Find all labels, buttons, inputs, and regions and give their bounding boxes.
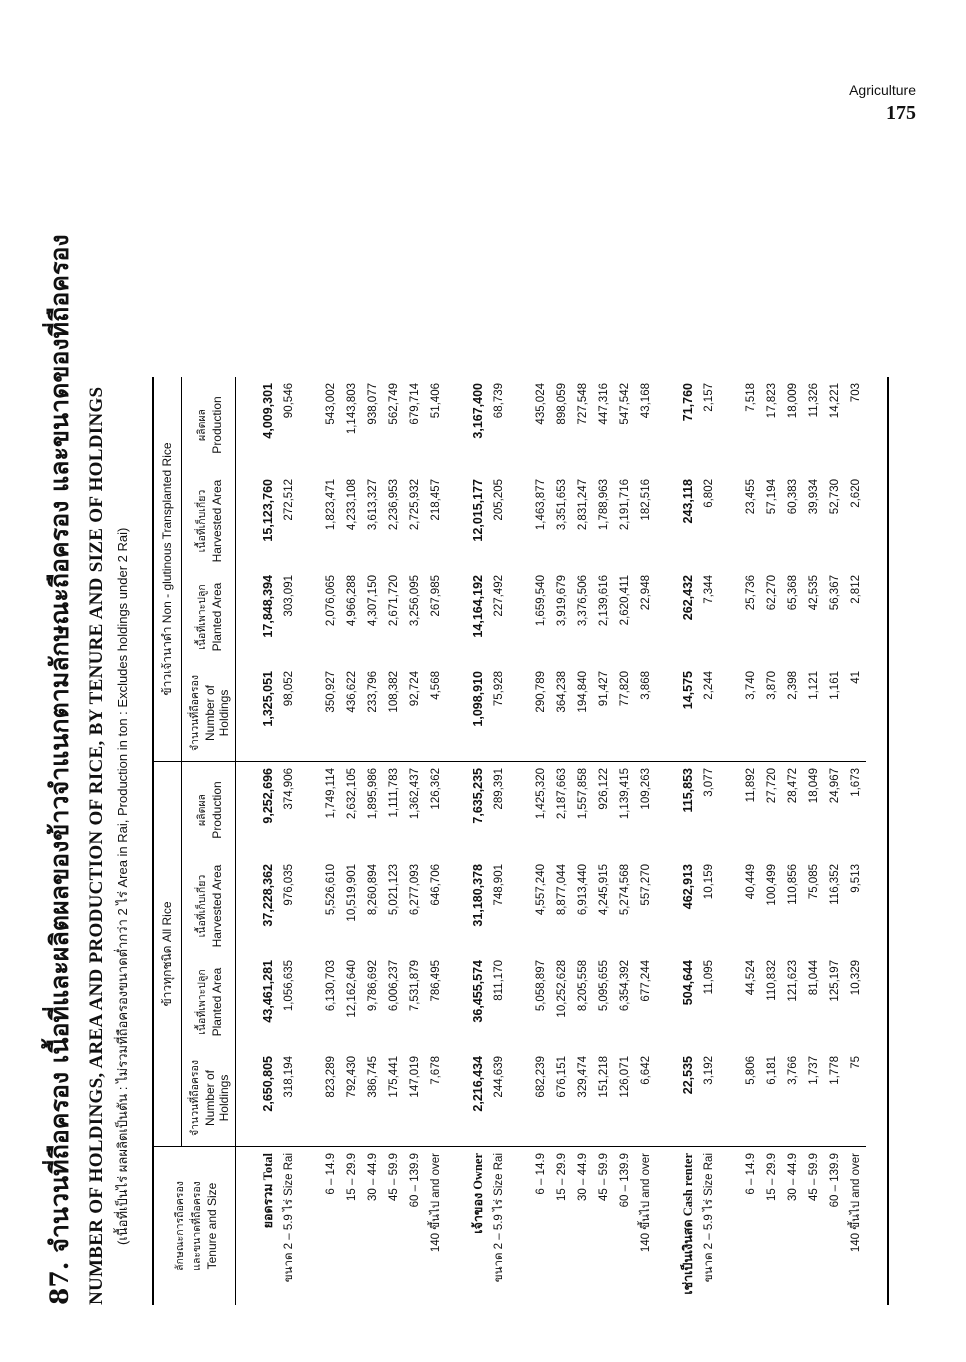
table-cell: 3,766 [782, 1050, 803, 1147]
table-cell: 6,913,440 [576, 864, 589, 916]
table-cell: 504,644 [680, 960, 695, 1006]
table-row [467, 377, 488, 1305]
table-cell: 39,934 [807, 479, 820, 515]
table-cell: 4,009,301 [260, 383, 275, 439]
table-cell: 4,245,915 [597, 864, 610, 916]
table-cell: 115,853 [680, 768, 695, 813]
table-cell: 447,316 [597, 383, 610, 425]
table-row [698, 377, 719, 1305]
table-cell: 272,512 [282, 479, 295, 521]
table-cell: 75 [845, 1050, 866, 1147]
table-cell: 1,659,540 [534, 575, 547, 627]
page-header [849, 82, 916, 125]
table-cell: 676,151 [551, 1050, 572, 1147]
table-cell: 25,736 [744, 575, 757, 611]
table-cell: 12,015,177 [470, 479, 485, 542]
table-cell: 8,205,558 [576, 960, 589, 1012]
table-cell: 68,739 [492, 383, 505, 419]
table-cell: 56,367 [828, 575, 841, 611]
table-cell: 41 [845, 665, 866, 762]
spacer-row [446, 377, 467, 1305]
table-cell: 303,091 [282, 575, 295, 617]
table-cell: 121,623 [786, 960, 799, 1002]
table-cell: 90,546 [282, 383, 295, 419]
table-cell: 364,238 [551, 665, 572, 762]
row-label: 15 – 29.9 [765, 1153, 778, 1201]
table-cell: 1,737 [803, 1050, 824, 1147]
title-note: (เนื้อที่เป็นไร่ ผลผลิตเป็นตัน : ไม่รวมที่ถือครองขนาดต่ำกว่า 2 ไร่ Area in Rai, Production in ton : Excludes holdings under 2 Rai) [115, 527, 130, 1245]
page-number: 175 [886, 102, 916, 124]
table-row [488, 377, 509, 1305]
table-cell: 116,352 [828, 864, 841, 905]
table-cell: 703 [849, 383, 862, 403]
table-row [572, 377, 593, 1305]
table-cell: 1,325,051 [257, 665, 278, 762]
table-row [257, 377, 278, 1305]
table-cell: 748,901 [492, 864, 505, 906]
table-cell: 205,205 [492, 479, 505, 521]
table-cell: 2,139,616 [597, 575, 610, 627]
table-cell: 6,277,093 [408, 864, 421, 916]
column-header: เนื้อที่เพาะปลูก Planted Area [182, 954, 236, 1050]
row-label: 6 – 14.9 [324, 1153, 337, 1195]
table-cell: 792,430 [341, 1050, 362, 1147]
table-cell: 3,740 [740, 665, 761, 762]
table-cell: 182,516 [639, 479, 652, 521]
table-row [803, 377, 824, 1305]
table-cell: 4,307,150 [366, 575, 379, 627]
table-cell: 2,187,663 [555, 768, 568, 820]
table-cell: 3,351,653 [555, 479, 568, 531]
table-row [404, 377, 425, 1305]
table-cell: 77,820 [614, 665, 635, 762]
table-cell: 2,620,411 [618, 575, 631, 626]
table-cell: 6,130,703 [324, 960, 337, 1012]
table-cell: 374,906 [282, 768, 295, 810]
table-cell: 1,823,471 [324, 479, 337, 531]
spacer-row [656, 377, 677, 1305]
table-cell: 5,806 [740, 1050, 761, 1147]
row-label: 60 – 139.9 [828, 1153, 841, 1208]
table-cell: 7,531,879 [408, 960, 421, 1012]
table-cell: 5,058,897 [534, 960, 547, 1012]
table-cell: 7,518 [744, 383, 757, 412]
table-cell: 976,035 [282, 864, 295, 906]
row-label: 140 ขึ้นไป and over [429, 1153, 442, 1253]
column-header: ผลิตผล Production [182, 377, 236, 473]
table-cell: 108,382 [383, 665, 404, 762]
table-row [782, 377, 803, 1305]
table-cell: 267,985 [429, 575, 442, 617]
table-cell: 1,098,910 [467, 665, 488, 762]
table-cell: 243,118 [680, 479, 695, 524]
table-cell: 811,170 [492, 960, 505, 1001]
table-cell: 926,122 [597, 768, 610, 810]
row-label: ขนาด 2 – 5.9 ไร่ Size Rai [282, 1153, 295, 1283]
table-cell: 5,021,123 [387, 864, 400, 916]
first-col-header: ลักษณะการถือครอง และขนาดที่ถือครอง Tenure and Size [153, 1147, 236, 1306]
table-cell: 17,823 [765, 383, 778, 419]
spacer-row [236, 377, 258, 1305]
spacer-row [509, 377, 530, 1305]
table-cell: 350,927 [320, 665, 341, 762]
table-cell: 43,168 [639, 383, 652, 419]
table-cell: 18,009 [786, 383, 799, 419]
table-cell: 14,221 [828, 383, 841, 419]
table-cell: 10,159 [702, 864, 715, 900]
table-cell: 329,474 [572, 1050, 593, 1147]
row-label: 30 – 44.9 [786, 1153, 799, 1201]
table-cell: 786,495 [429, 960, 442, 1002]
table-cell: 7,635,235 [470, 768, 485, 824]
table-cell: 5,274,568 [618, 864, 631, 916]
table-cell: 2,216,434 [467, 1050, 488, 1147]
table-cell: 5,526,610 [324, 864, 337, 916]
row-label: 15 – 29.9 [345, 1153, 358, 1201]
table-cell: 11,326 [807, 383, 820, 418]
table-cell: 4,233,108 [345, 479, 358, 531]
table-cell: 1,121 [803, 665, 824, 762]
table-cell: 3,868 [635, 665, 656, 762]
table-cell: 6,354,392 [618, 960, 631, 1012]
table-cell: 1,362,437 [408, 768, 421, 820]
table-cell: 23,455 [744, 479, 757, 515]
table-cell: 547,542 [618, 383, 631, 425]
table-cell: 92,724 [404, 665, 425, 762]
table-cell: 1,749,114 [324, 768, 337, 819]
row-label: 140 ขึ้นไป and over [849, 1153, 862, 1253]
group-header-transplanted-rice: ข้าวเจ้านาดำ Non - glutinous Transplanted Rice [153, 377, 182, 762]
table-cell: 91,427 [593, 665, 614, 762]
table-cell: 1,788,963 [597, 479, 610, 531]
table-cell: 1,111,783 [387, 768, 400, 818]
table-cell: 151,218 [593, 1050, 614, 1147]
table-cell: 31,180,378 [470, 864, 485, 927]
table-cell: 898,059 [555, 383, 568, 425]
table-row [824, 377, 845, 1305]
table-cell: 110,856 [786, 864, 799, 905]
table-cell: 1,463,877 [534, 479, 547, 531]
row-label: 6 – 14.9 [534, 1153, 547, 1195]
table-row [362, 377, 383, 1305]
row-label: 60 – 139.9 [408, 1153, 421, 1208]
table-cell: 938,077 [366, 383, 379, 425]
table-cell: 289,391 [492, 768, 505, 810]
row-label: 45 – 59.9 [597, 1153, 610, 1201]
bottom-rule [866, 377, 888, 1305]
table-cell: 100,499 [765, 864, 778, 906]
spacer-row [299, 377, 320, 1305]
row-label: 60 – 139.9 [618, 1153, 631, 1208]
column-header: เนื้อที่เพาะปลูก Planted Area [182, 569, 236, 665]
row-label: 30 – 44.9 [366, 1153, 379, 1201]
table-cell: 218,457 [429, 479, 442, 521]
table-cell: 6,181 [761, 1050, 782, 1147]
table-cell: 1,557,858 [576, 768, 589, 820]
table-cell: 147,019 [404, 1050, 425, 1147]
table-cell: 436,622 [341, 665, 362, 762]
table-cell: 4,568 [425, 665, 446, 762]
table-cell: 1,143,803 [345, 383, 358, 435]
table-cell: 6,642 [635, 1050, 656, 1147]
section-label: Agriculture [849, 82, 916, 98]
table-cell: 81,044 [807, 960, 820, 996]
table-cell: 109,263 [639, 768, 652, 810]
table-cell: 677,244 [639, 960, 652, 1002]
table-cell: 290,789 [530, 665, 551, 762]
table-cell: 42,535 [807, 575, 820, 611]
table-cell: 2,812 [849, 575, 862, 604]
table-cell: 2,632,105 [345, 768, 358, 820]
table-cell: 3,192 [698, 1050, 719, 1147]
row-label: ขนาด 2 – 5.9 ไร่ Size Rai [492, 1153, 505, 1283]
table-row [425, 377, 446, 1305]
table-cell: 646,706 [429, 864, 442, 906]
table-cell: 11,095 [702, 960, 715, 995]
table-cell: 110,832 [765, 960, 778, 1001]
table-cell: 24,967 [828, 768, 841, 804]
table-cell: 18,049 [807, 768, 820, 804]
table-cell: 22,948 [639, 575, 652, 611]
column-header: เนื้อที่เก็บเกี่ยว Harvested Area [182, 858, 236, 954]
table-cell: 682,239 [530, 1050, 551, 1147]
table-cell: 14,575 [677, 665, 698, 762]
table-cell: 3,167,400 [470, 383, 485, 439]
table-cell: 10,519,901 [345, 864, 358, 922]
table-cell: 2,725,932 [408, 479, 421, 531]
table-cell: 194,840 [572, 665, 593, 762]
table-row [341, 377, 362, 1305]
table-cell: 22,535 [677, 1050, 698, 1147]
row-label: ขนาด 2 – 5.9 ไร่ Size Rai [702, 1153, 715, 1283]
table-row [320, 377, 341, 1305]
table-cell: 6,802 [702, 479, 715, 508]
table-cell: 9,252,696 [260, 768, 275, 824]
table-cell: 40,449 [744, 864, 757, 900]
table-cell: 27,720 [765, 768, 778, 804]
table-cell: 679,714 [408, 383, 421, 425]
table-cell: 3,376,506 [576, 575, 589, 627]
table-cell: 175,441 [383, 1050, 404, 1147]
table-row [593, 377, 614, 1305]
row-label: 6 – 14.9 [744, 1153, 757, 1195]
table-cell: 244,639 [488, 1050, 509, 1147]
table-cell: 462,913 [680, 864, 695, 910]
table-cell: 28,472 [786, 768, 799, 804]
table-cell: 1,673 [849, 768, 862, 797]
table-cell: 8,260,894 [366, 864, 379, 916]
table-cell: 2,076,065 [324, 575, 337, 627]
table-cell: 62,270 [765, 575, 778, 611]
table-cell: 1,425,320 [534, 768, 547, 820]
table-cell: 12,162,640 [345, 960, 358, 1018]
table-cell: 60,383 [786, 479, 799, 515]
table-cell: 7,678 [425, 1050, 446, 1147]
group-header-all-rice: ข้าวทุกชนิด All Rice [153, 762, 182, 1147]
rice-holdings-table [152, 377, 889, 1305]
table-row [278, 377, 299, 1305]
table-cell: 71,760 [680, 383, 695, 422]
table-cell: 9,786,692 [366, 960, 379, 1012]
table-cell: 233,796 [362, 665, 383, 762]
table-row [677, 377, 698, 1305]
table-cell: 57,194 [765, 479, 778, 515]
table-cell: 51,406 [429, 383, 442, 419]
table-cell: 4,557,240 [534, 864, 547, 916]
table-cell: 1,056,635 [282, 960, 295, 1012]
table-cell: 2,236,953 [387, 479, 400, 531]
table-cell: 727,548 [576, 383, 589, 425]
table-cell: 98,052 [278, 665, 299, 762]
table-cell: 2,650,805 [257, 1050, 278, 1147]
table-cell: 3,919,679 [555, 575, 568, 627]
table-cell: 2,244 [698, 665, 719, 762]
spacer-row [719, 377, 740, 1305]
table-row [761, 377, 782, 1305]
table-cell: 15,123,760 [260, 479, 275, 542]
table-cell: 36,455,574 [470, 960, 485, 1023]
table-cell: 9,513 [849, 864, 862, 893]
table-cell: 227,492 [492, 575, 505, 617]
row-label: ยอดรวม Total [260, 1153, 275, 1229]
title-thai: 87. จำนวนที่ถือครอง เนื้อที่และผลิตผลของข้าวจำแนกตามลักษณะถือครอง และขนาดของที่ถือครอง [45, 234, 74, 1305]
table-cell: 17,848,394 [260, 575, 275, 638]
table-cell: 1,139,415 [618, 768, 631, 820]
table-cell: 75,085 [807, 864, 820, 900]
table-cell: 8,877,044 [555, 864, 568, 916]
table-cell: 52,730 [828, 479, 841, 515]
table-cell: 2,398 [782, 665, 803, 762]
table-cell: 2,191,716 [618, 479, 631, 531]
table-row [845, 377, 866, 1305]
row-label: 45 – 59.9 [387, 1153, 400, 1201]
table-cell: 14,164,192 [470, 575, 485, 638]
table-cell: 557,270 [639, 864, 652, 906]
table-cell: 10,329 [849, 960, 862, 996]
table-cell: 6,006,237 [387, 960, 400, 1012]
table-cell: 3,256,095 [408, 575, 421, 627]
table-cell: 3,870 [761, 665, 782, 762]
table-cell: 11,892 [744, 768, 757, 803]
table-cell: 7,344 [702, 575, 715, 604]
column-header: เนื้อที่เก็บเกี่ยว Harvested Area [182, 473, 236, 569]
table-row [635, 377, 656, 1305]
table-cell: 37,228,362 [260, 864, 275, 927]
row-label: 45 – 59.9 [807, 1153, 820, 1201]
rotated-table-page [40, 145, 920, 1305]
table-cell: 318,194 [278, 1050, 299, 1147]
table-cell: 126,362 [429, 768, 442, 810]
column-header: ผลิตผล Production [182, 762, 236, 859]
column-header: จำนวนที่ถือครอง Number of Holdings [182, 665, 236, 762]
table-cell: 3,613,327 [366, 479, 379, 531]
table-row [530, 377, 551, 1305]
table-cell: 43,461,281 [260, 960, 275, 1023]
table-row [740, 377, 761, 1305]
table-cell: 10,252,628 [555, 960, 568, 1018]
table-cell: 4,966,288 [345, 575, 358, 627]
table-cell: 562,749 [387, 383, 400, 425]
title-block [40, 145, 133, 1305]
table-cell: 5,095,655 [597, 960, 610, 1012]
table-cell: 125,197 [828, 960, 841, 1002]
table-cell: 2,671,720 [387, 575, 400, 627]
column-header: จำนวนที่ถือครอง Number of Holdings [182, 1050, 236, 1147]
table-row [614, 377, 635, 1305]
table-cell: 75,928 [488, 665, 509, 762]
table-cell: 2,831,247 [576, 479, 589, 531]
table-cell: 65,368 [786, 575, 799, 611]
table-cell: 2,157 [702, 383, 715, 412]
row-label: 140 ขึ้นไป and over [639, 1153, 652, 1253]
table-cell: 1,895,986 [366, 768, 379, 820]
table-cell: 823,289 [320, 1050, 341, 1147]
table-cell: 126,071 [614, 1050, 635, 1147]
row-label: 15 – 29.9 [555, 1153, 568, 1201]
table-cell: 1,778 [824, 1050, 845, 1147]
row-label: 30 – 44.9 [576, 1153, 589, 1201]
table-cell: 1,161 [824, 665, 845, 762]
title-english: NUMBER OF HOLDINGS, AREA AND PRODUCTION OF RICE, BY TENURE AND SIZE OF HOLDINGS [86, 386, 107, 1305]
table-cell: 386,745 [362, 1050, 383, 1147]
table-cell: 543,002 [324, 383, 337, 425]
table-cell: 44,524 [744, 960, 757, 996]
table-row [383, 377, 404, 1305]
table-cell: 2,620 [849, 479, 862, 508]
table-row [551, 377, 572, 1305]
row-label: เจ้าของ Owner [470, 1153, 485, 1234]
table-cell: 262,432 [680, 575, 695, 621]
table-cell: 3,077 [702, 768, 715, 797]
table-cell: 435,024 [534, 383, 547, 425]
row-label: เช่าเป็นเงินสด Cash renter [680, 1153, 695, 1295]
